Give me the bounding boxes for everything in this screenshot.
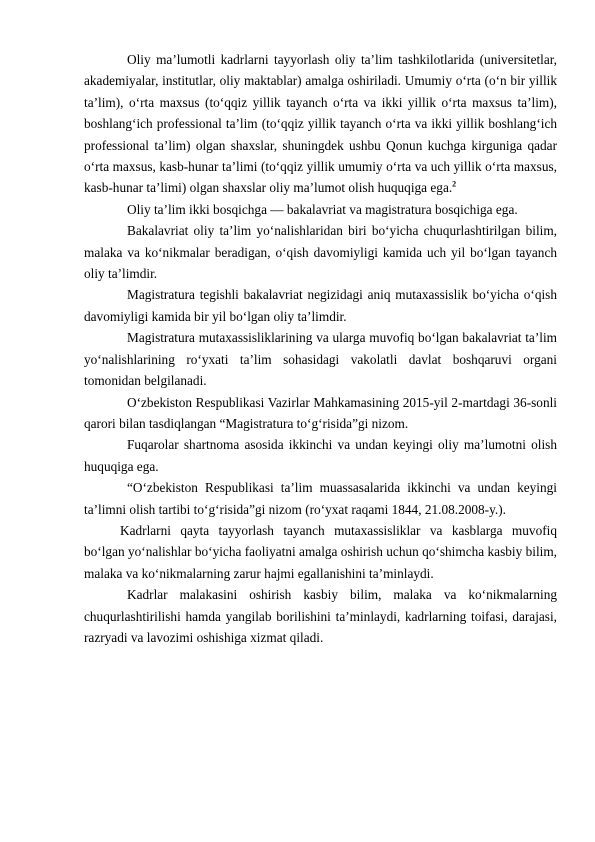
paragraph-higher-education-training — [84, 49, 557, 199]
paragraph-retraining: Kadrlarni qayta tayyorlash tayanch mutaxassisliklar va kasblarga muvofiq bo‘lgan yo‘nalishlar bo‘yicha faoliyatni amalga oshirish uchun qo‘shimcha kasbiy bilim, malaka va ko‘nikmalarning zarur hajmi egallanishini ta’minlaydi. — [84, 522, 557, 581]
paragraph-bachelor: Bakalavriat oliy ta’lim yo‘nalishlaridan biri bo‘yicha chuqurlashtirilgan bilim, malaka va ko‘nikmalar beradigan, o‘qish davomiyligi kamida uch yil bo‘lgan tayanch oliy ta’limdir. — [84, 223, 557, 282]
document-page — [84, 49, 557, 648]
paragraph-master: Magistratura tegishli bakalavriat negizidagi aniq mutaxassislik bo‘yicha o‘qish davomiyligi kamida bir yil bo‘lgan oliy ta’limdir. — [84, 287, 557, 324]
paragraph-qualification-upgrade: Kadrlar malakasini oshirish kasbiy bilim, malaka va ko‘nikmalarning chuqurlashtirilishi hamda yangilab borilishini ta’minlaydi, kadrlarning toifasi, darajasi, razryadi va lavozimi oshishiga xizmat qiladi. — [84, 587, 557, 645]
paragraph-master-regulation: O‘zbekiston Respublikasi Vazirlar Mahkamasining 2015-yil 2-martdagi 36-sonli qarori bilan tasdiqlangan “Magistratura to‘g‘risida”gi nizom. — [84, 394, 557, 431]
paragraph-two-stages: Oliy ta’lim ikki bosqichga — bakalavriat va magistratura bosqichiga ega. — [127, 201, 518, 217]
paragraph-specialties-list: Magistratura mutaxassisliklarining va ularga muvofiq bo‘lgan bakalavriat ta’lim yo‘nalishlarining ro‘yxati ta’lim sohasidagi vakolatli davlat boshqaruvi organi tomonidan belgilanadi. — [84, 330, 557, 389]
paragraph-second-education-regulation: “O‘zbekiston Respublikasi ta’lim muassasalarida ikkinchi va undan keyingi ta’limni olish tartibi to‘g‘risida”gi nizom (ro‘yxat raqami 1844, 21.08.2008-y.). — [84, 480, 557, 517]
paragraph-text: Oliy ma’lumotli kadrlarni tayyorlash oliy ta’lim tashkilotlarida (universitetlar, akademiyalar, institutlar, oliy maktablar) amalga oshiriladi. Umumiy o‘rta (o‘n bir yillik ta’lim), o‘rta maxsus (to‘qqiz yillik tayanch o‘rta va ikki yillik o‘rta maxsus ta’lim), boshlang‘ich professional ta’lim (to‘qqiz yillik tayanch o‘rta va ikki yillik boshlang‘ich professional ta’lim) olgan shaxslar, shuningdek ushbu Qonun kuchga kirguniga qadar o‘rta maxsus, kasb-hunar ta’limi (to‘qqiz yillik umumiy o‘rta va uch yillik o‘rta maxsus, kasb-hunar ta’limi) olgan shaxslar oliy ma’lumot olish huquqiga ega. — [84, 52, 557, 196]
paragraph-second-education-right: Fuqarolar shartnoma asosida ikkinchi va undan keyingi oliy ma’lumotni olish huquqiga ega. — [84, 437, 557, 474]
footnote-marker: 2 — [452, 180, 457, 190]
